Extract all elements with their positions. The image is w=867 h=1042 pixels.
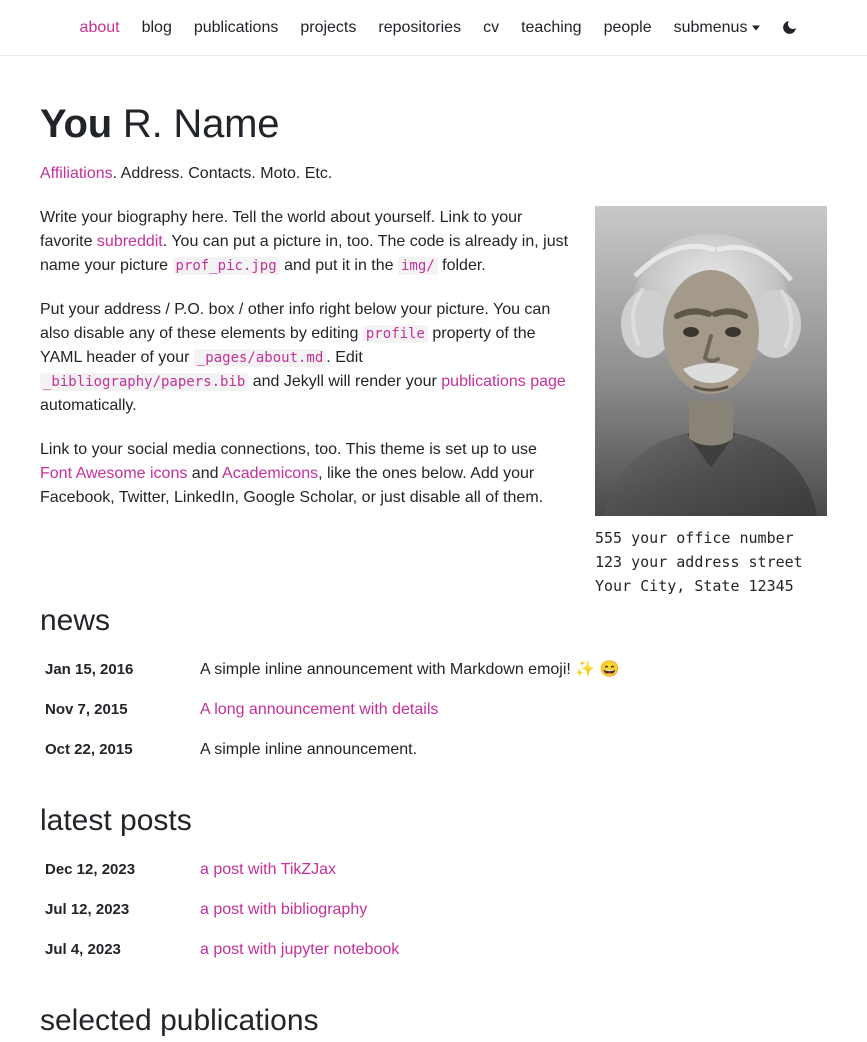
- nav-item-teaching[interactable]: teaching: [521, 18, 582, 36]
- post-item-text: [200, 939, 827, 961]
- post-item: [40, 930, 827, 970]
- nav-item-submenus[interactable]: [663, 20, 768, 36]
- address-line-2: 123 your address street: [595, 553, 803, 571]
- news-item-date: Oct 22, 2015: [45, 741, 133, 758]
- bio-p2-text-d: and Jekyll will render your: [248, 373, 442, 390]
- bio-p2-text-b: property of the YAML header of your: [40, 325, 536, 366]
- bio-p2-text-c: . Edit: [326, 349, 363, 366]
- publications-page-link[interactable]: publications page: [441, 373, 566, 390]
- bio-p3-text-b: and: [187, 465, 223, 482]
- code-img-folder: img/: [398, 257, 438, 275]
- news-item-link[interactable]: A long announcement with details: [200, 701, 439, 718]
- post-item-date: Dec 12, 2023: [45, 861, 136, 878]
- post-item-link[interactable]: a post with jupyter notebook: [200, 941, 400, 958]
- news-item: [40, 730, 827, 770]
- page-content: [0, 100, 867, 1038]
- bio-p1-text-d: folder.: [437, 257, 486, 274]
- bio-content: [40, 206, 827, 595]
- nav-item-projects[interactable]: projects: [300, 18, 357, 36]
- news-item-date: Jan 15, 2016: [45, 661, 134, 678]
- nav-item-submenus-label: submenus: [673, 18, 748, 36]
- bio-p3-text-c: , like the ones below. Add your Facebook, Twitter, LinkedIn, Google Scholar, or just disable all of them.: [40, 465, 544, 506]
- news-item-text: [200, 699, 827, 721]
- news-item-text: A simple inline announcement with Markdown emoji! ✨ 😄: [200, 661, 620, 678]
- moon-icon: [781, 19, 798, 36]
- post-item-text: [200, 859, 827, 881]
- post-item-link[interactable]: a post with bibliography: [200, 901, 368, 918]
- selected-publications-heading: selected publications: [40, 1004, 319, 1037]
- bio-p1-text-a: Write your biography here. Tell the world about yourself. Link to your favorite: [40, 209, 523, 250]
- bio-p1-text-b: . You can put a picture in, too. The code is already in, just name your picture: [40, 233, 569, 274]
- address-line-3: Your City, State 12345: [595, 577, 794, 595]
- code-bibliography-papers: _bibliography/papers.bib: [40, 373, 248, 391]
- academicons-link[interactable]: Academicons: [222, 465, 319, 482]
- post-item-date: Jul 12, 2023: [45, 901, 130, 918]
- news-item-text: A simple inline announcement.: [200, 741, 418, 758]
- address-line-1: 555 your office number: [595, 529, 794, 547]
- bio-p1-text-c: and put it in the: [279, 257, 398, 274]
- code-profile: profile: [363, 325, 428, 343]
- dark-mode-toggle-button[interactable]: [781, 19, 798, 36]
- profile-figure: [595, 206, 827, 598]
- post-item: [40, 850, 827, 890]
- news-heading: news: [40, 604, 111, 637]
- nav-item-cv[interactable]: cv: [483, 18, 500, 36]
- subtitle-rest: . Address. Contacts. Moto. Etc.: [112, 165, 333, 182]
- subreddit-link[interactable]: subreddit: [96, 233, 163, 250]
- bio-p3-text-a: Link to your social media connections, too. This theme is set up to use: [40, 441, 537, 458]
- nav-links-container: [69, 19, 799, 36]
- latest-posts-heading: latest posts: [40, 804, 192, 837]
- profile-photo: [595, 206, 827, 516]
- news-item: [40, 650, 827, 690]
- nav-item-people[interactable]: people: [603, 18, 652, 36]
- nav-item-repositories[interactable]: repositories: [378, 18, 462, 36]
- code-pages-about: _pages/about.md: [194, 349, 326, 367]
- post-item-text: [200, 899, 827, 921]
- bio-p2-text-a: Put your address / P.O. box / other info right below your picture. You can also disable any of these elements by editing: [40, 301, 551, 342]
- post-item: [40, 890, 827, 930]
- font-awesome-link[interactable]: Font Awesome icons: [40, 465, 188, 482]
- post-item-link[interactable]: a post with TikZJax: [200, 861, 337, 878]
- top-navigation-bar: [0, 0, 867, 56]
- nav-item-publications[interactable]: publications: [193, 18, 279, 36]
- page-subtitle: [40, 162, 827, 186]
- chevron-down-icon: [752, 25, 760, 30]
- post-item-date: Jul 4, 2023: [45, 941, 121, 958]
- nav-item-about[interactable]: about: [79, 18, 120, 36]
- news-item: [40, 690, 827, 730]
- news-item-date: Nov 7, 2015: [45, 701, 128, 718]
- affiliations-link[interactable]: Affiliations: [40, 165, 113, 182]
- page-title: [40, 100, 827, 148]
- page-title-bold: You: [40, 102, 112, 146]
- nav-item-blog[interactable]: blog: [141, 18, 172, 36]
- news-list: [40, 650, 827, 770]
- bio-p2-text-e: automatically.: [40, 397, 137, 414]
- latest-posts-list: [40, 850, 827, 970]
- profile-address: [595, 526, 827, 598]
- code-prof-pic: prof_pic.jpg: [173, 257, 280, 275]
- page-title-rest: R. Name: [111, 102, 280, 146]
